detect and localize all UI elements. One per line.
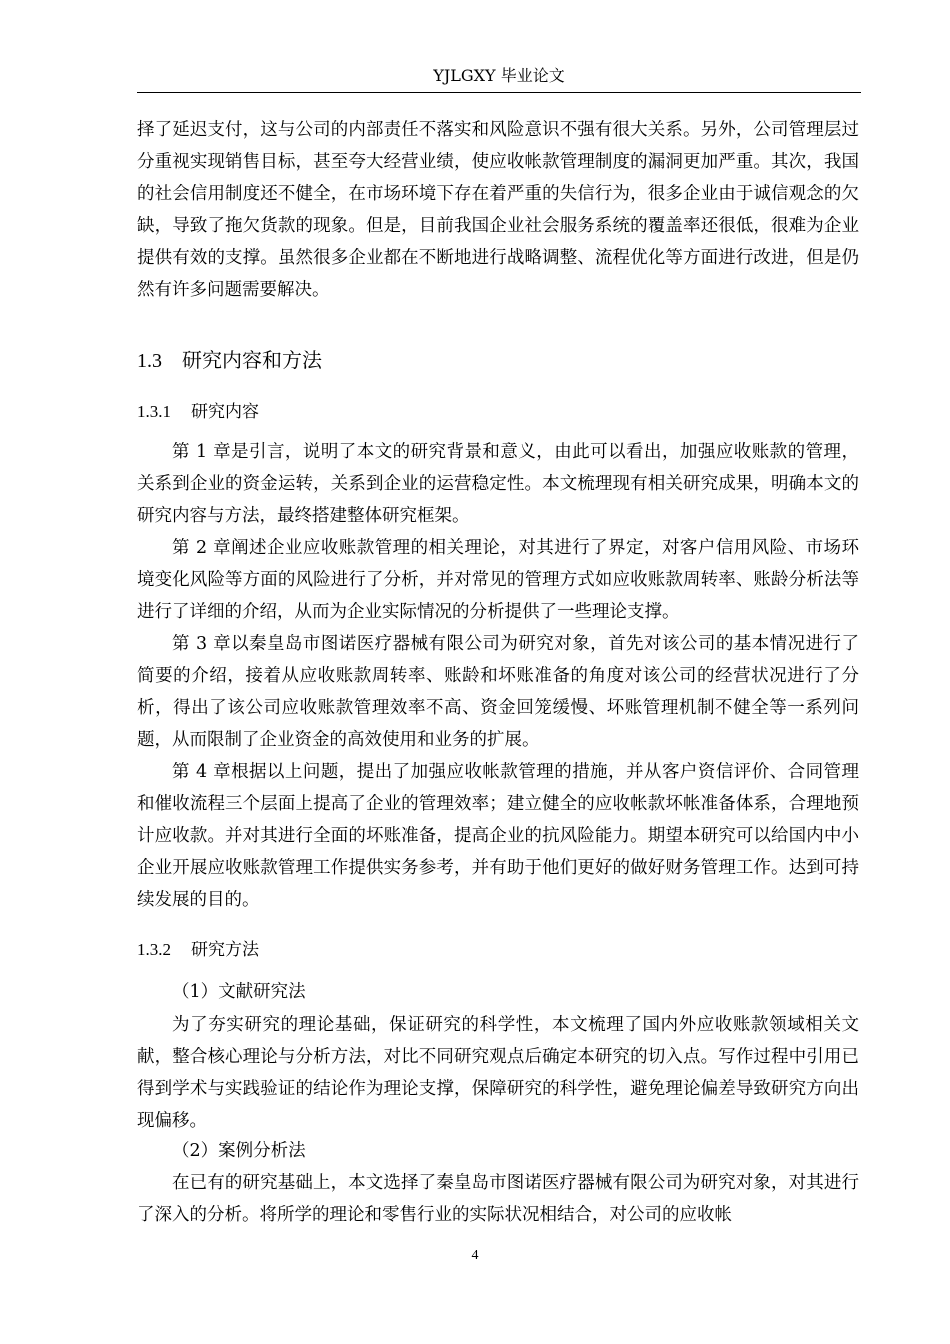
- section-title: 研究内容和方法: [182, 348, 322, 372]
- subsection-number: 1.3.1: [137, 402, 171, 421]
- page-header-title: YJLGXY 毕业论文: [433, 66, 565, 85]
- subsection-number: 1.3.2: [137, 940, 171, 959]
- subsection-title: 研究内容: [191, 402, 259, 422]
- paragraph-intro-continued: 择了延迟支付，这与公司的内部责任不落实和风险意识不强有很大关系。另外，公司管理层过分重视实现销售目标，甚至夸大经营业绩，使应收帐款管理制度的漏洞更加严重。其次，我国的社会信用制度还不健全，在市场环境下存在着严重的失信行为，很多企业由于诚信观念的欠缺，导致了拖欠货款的现象。但是，目前我国企业社会服务系统的覆盖率还很低，很难为企业提供有效的支撑。虽然很多企业都在不断地进行战略调整、流程优化等方面进行改进，但是仍然有许多问题需要解决。: [137, 120, 859, 300]
- paragraph-method-literature: 为了夯实研究的理论基础，保证研究的科学性，本文梳理了国内外应收账款领域相关文献，整合核心理论与分析方法，对比不同研究观点后确定本研究的切入点。写作过程中引用已得到学术与实践验证的结论作为理论支撑，保障研究的科学性，避免理论偏差导致研究方向出现偏移。: [137, 1015, 859, 1131]
- subsection-heading-1-3-1: [137, 398, 259, 426]
- method-label-case-study: （2）案例分析法: [172, 1141, 306, 1161]
- page-number: 4: [471, 1248, 479, 1263]
- subsection-title: 研究方法: [191, 940, 259, 960]
- header-divider: [137, 92, 861, 93]
- paragraph-method-case-study: 在已有的研究基础上，本文选择了秦皇岛市图诺医疗器械有限公司为研究对象，对其进行了深入的分析。将所学的理论和零售行业的实际状况相结合，对公司的应收帐: [137, 1173, 859, 1225]
- paragraph-chapter-2: 第 2 章阐述企业应收账款管理的相关理论，对其进行了界定，对客户信用风险、市场环境变化风险等方面的风险进行了分析，并对常见的管理方式如应收账款周转率、账龄分析法等进行了详细的介绍，从而为企业实际情况的分析提供了一些理论支撑。: [137, 538, 859, 622]
- paragraph-chapter-4: 第 4 章根据以上问题，提出了加强应收帐款管理的措施，并从客户资信评价、合同管理和催收流程三个层面上提高了企业的管理效率；建立健全的应收帐款坏帐准备体系，合理地预计应收款。并对其进行全面的坏账准备，提高企业的抗风险能力。期望本研究可以给国内中小企业开展应收账款管理工作提供实务参考，并有助于他们更好的做好财务管理工作。达到可持续发展的目的。: [137, 762, 859, 910]
- paragraph-chapter-1: 第 1 章是引言，说明了本文的研究背景和意义，由此可以看出，加强应收账款的管理，关系到企业的资金运转，关系到企业的运营稳定性。本文梳理现有相关研究成果，明确本文的研究内容与方法，最终搭建整体研究框架。: [137, 442, 859, 526]
- method-label-literature: （1）文献研究法: [172, 982, 306, 1002]
- subsection-heading-1-3-2: [137, 936, 259, 964]
- section-number: 1.3: [137, 350, 162, 372]
- paragraph-chapter-3: 第 3 章以秦皇岛市图诺医疗器械有限公司为研究对象，首先对该公司的基本情况进行了简要的介绍，接着从应收账款周转率、账龄和坏账准备的角度对该公司的经营状况进行了分析，得出了该公司应收账款管理效率不高、资金回笼缓慢、坏账管理机制不健全等一系列问题，从而限制了企业资金的高效使用和业务的扩展。: [137, 634, 859, 750]
- section-heading-1-3: [137, 345, 322, 376]
